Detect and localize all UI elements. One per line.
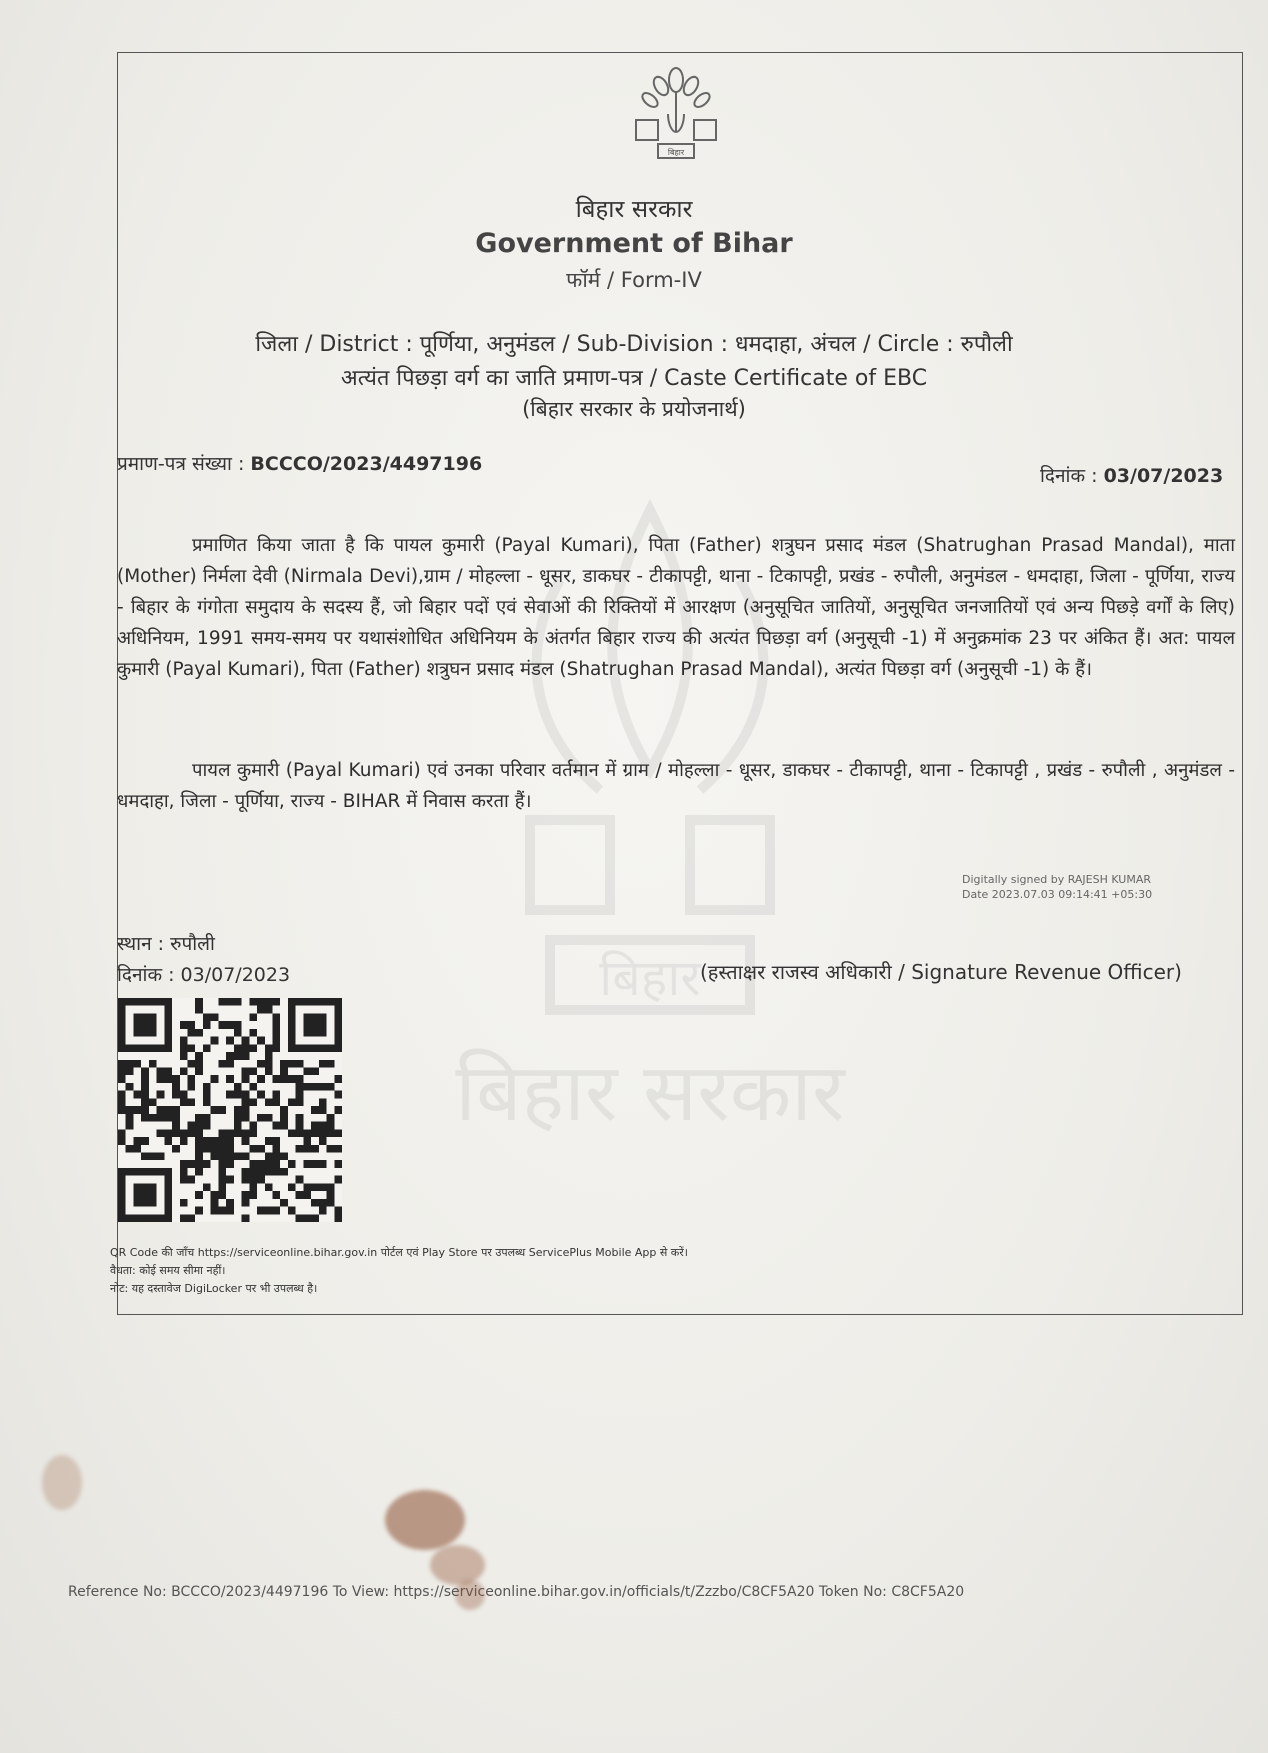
paper-stain bbox=[42, 1455, 82, 1510]
digital-signature-signer: Digitally signed by RAJESH KUMAR bbox=[962, 873, 1152, 886]
form-label: फॉर्म / Form-IV bbox=[566, 268, 702, 292]
qr-note-verify: QR Code की जाँच https://serviceonline.bihar.gov.in पोर्टल एवं Play Store पर उपलब्ध ServicePlus Mobile App से करें। bbox=[110, 1246, 688, 1259]
digital-signature-date: Date 2023.07.03 09:14:41 +05:30 bbox=[962, 888, 1153, 901]
digital-signature bbox=[962, 872, 1152, 902]
purpose-line: (बिहार सरकार के प्रयोजनार्थ) bbox=[522, 397, 746, 421]
place: स्थान : रुपौली bbox=[117, 933, 215, 955]
issue-date-value: 03/07/2023 bbox=[1103, 465, 1224, 487]
qr-note-validity: वैधता: कोई समय सीमा नहीं। bbox=[110, 1264, 226, 1277]
certificate-paragraph-2: पायल कुमारी (Payal Kumari) एवं उनका परिवार वर्तमान में ग्राम / मोहल्ला - धूसर, डाकघर - टीकापट्टी, थाना - टिकापट्टी , प्रखंड - रुपौली , अनुमंडल - धमदाहा, जिला - पूर्णिया, राज्य - BIHAR में निवास करता हैं। bbox=[117, 760, 1235, 812]
paper-stain bbox=[430, 1545, 485, 1585]
bihar-emblem bbox=[628, 62, 724, 162]
district-line: जिला / District : पूर्णिया, अनुमंडल / Sub-Division : धमदाहा, अंचल / Circle : रुपौली bbox=[255, 332, 1013, 357]
certificate-number bbox=[117, 450, 482, 476]
svg-text:बिहार: बिहार bbox=[667, 148, 685, 157]
reference-footer: Reference No: BCCCO/2023/4497196 To View: https://serviceonline.bihar.gov.in/officials/t/Zzzbo/C8CF5A20 Token No: C8CF5A20 bbox=[68, 1584, 965, 1600]
issue-date bbox=[1040, 462, 1223, 488]
qr-note-digilocker: नोट: यह दस्तावेज DigiLocker पर भी उपलब्ध है। bbox=[110, 1282, 318, 1295]
certificate-type: अत्यंत पिछड़ा वर्ग का जाति प्रमाण-पत्र / Caste Certificate of EBC bbox=[340, 366, 928, 391]
paper-stain bbox=[385, 1490, 465, 1550]
issue-date-label: दिनांक : bbox=[1040, 465, 1098, 487]
signature-label: (हस्ताक्षर राजस्व अधिकारी / Signature Revenue Officer) bbox=[700, 960, 1182, 984]
qr-code[interactable] bbox=[118, 998, 342, 1222]
certificate-number-label: प्रमाण-पत्र संख्या : bbox=[117, 453, 245, 475]
certificate-paragraph-1: प्रमाणित किया जाता है कि पायल कुमारी (Payal Kumari), पिता (Father) शत्रुघन प्रसाद मंडल (Shatrughan Prasad Mandal), माता (Mother) निर्मला देवी (Nirmala Devi),ग्राम / मोहल्ला - धूसर, डाकघर - टीकापट्टी, थाना - टिकापट्टी, प्रखंड - रुपौली, अनुमंडल - धमदाहा, जिला - पूर्णिया, राज्य - बिहार के गंगोता समुदाय के सदस्य हैं, जो बिहार पदों एवं सेवाओं की रिक्तियों में आरक्षण (अनुसूचित जातियों, अनुसूचित जनजातियों एवं अन्य पिछड़े वर्गों के लिए) अधिनियम, 1991 समय-समय पर यथासंशोधित अधिनियम के अंतर्गत बिहार राज्य की अत्यंत पिछड़ा वर्ग (अनुसूची -1) में अनुक्रमांक 23 पर अंकित हैं। अत: पायल कुमारी (Payal Kumari), पिता (Father) शत्रुघन प्रसाद मंडल (Shatrughan Prasad Mandal), अत्यंत पिछड़ा वर्ग (अनुसूची -1) के हैं। bbox=[117, 535, 1235, 680]
qr-notes bbox=[110, 1244, 688, 1298]
paper-stain bbox=[455, 1580, 485, 1610]
svg-text:बिहार: बिहार bbox=[599, 949, 701, 1007]
svg-text:बिहार सरकार: बिहार सरकार bbox=[455, 1046, 845, 1139]
place-date: दिनांक : 03/07/2023 bbox=[117, 964, 291, 986]
english-title: Government of Bihar bbox=[475, 228, 793, 259]
certificate-number-value: BCCCO/2023/4497196 bbox=[250, 453, 483, 475]
hindi-title: बिहार सरकार bbox=[575, 195, 693, 223]
